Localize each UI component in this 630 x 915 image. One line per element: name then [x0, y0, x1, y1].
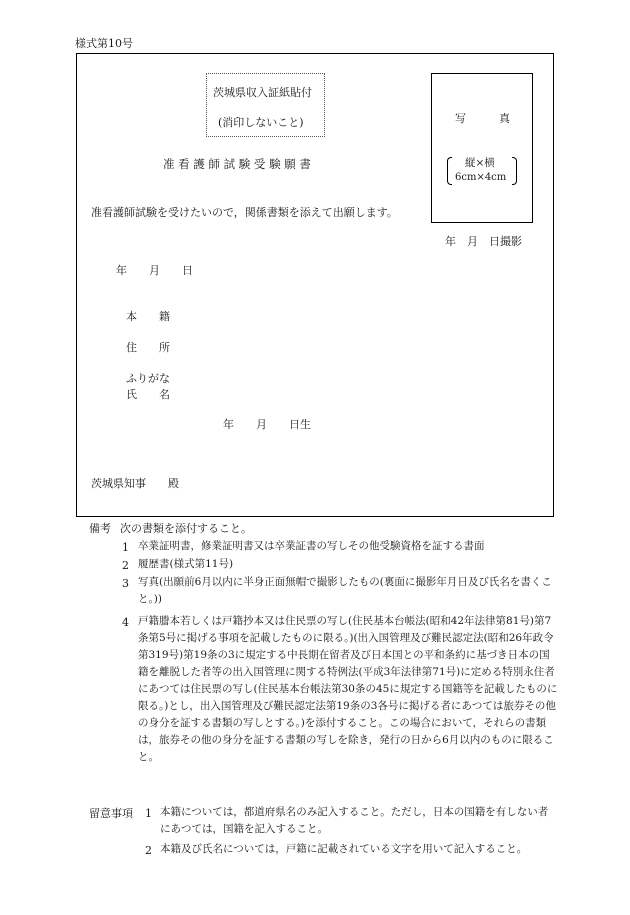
field-birthdate: 年 月 日生 [223, 418, 311, 431]
field-honseki: 本 籍 [126, 310, 170, 323]
photo-date-taken: 年 月 日撮影 [445, 235, 522, 248]
stamp-label: 茨城県収入証紙貼付 [213, 86, 312, 99]
photo-box [431, 73, 533, 223]
declaration-text: 准看護師試験を受けたいので，関係書類を添えて出願します。 [91, 206, 398, 219]
remark-number: 1 [122, 541, 129, 554]
photo-size-line2: 6cm×4cm [455, 172, 507, 183]
size-bracket-right [512, 157, 517, 185]
note-number: 1 [145, 807, 152, 820]
remarks-intro: 次の書類を添付すること。 [120, 522, 252, 535]
photo-size-line1: 縦×横 [465, 157, 495, 169]
field-address: 住 所 [126, 341, 170, 354]
note-item-2: 本籍及び氏名については，戸籍に記載されている文字を用いて記入すること。 [160, 843, 528, 855]
form-number: 様式第10号 [75, 37, 133, 50]
application-date: 年 月 日 [116, 264, 193, 277]
note-item-1: 本籍については，都道府県名のみ記入すること。ただし，日本の国籍を有しない者にあつては，国籍を記入すること。 [160, 806, 549, 835]
remark-item-1: 卒業証明書，修業証明書又は卒業証書の写しその他受験資格を証する書面 [138, 540, 485, 552]
stamp-note: (消印しないこと) [218, 116, 304, 129]
remark-item-2: 履歴書(様式第11号) [138, 558, 234, 570]
form-title: 准 看 護 師 試 験 受 験 願 書 [163, 157, 311, 171]
remark-item-4: 戸籍謄本若しくは戸籍抄本又は住民票の写し(住民基本台帳法(昭和42年法律第81号)第7条第5号に掲げる事項を記載したものに限る。)(出入国管理及び難民認定法(昭和26年政令第319号)第19条の3に規定する中長期在留者及び日本国との平和条約に基づき日本の国籍を離脱した者等の出入国管理に関する特例法(平成3年法律第71号)に定める特別永住者にあつては住民票の写し(住民基本台帳法第30条の45に規定する国籍等を記載したものに限る。)とし，出入国管理及び難民認定法第19条の3各号に掲げる者にあつては旅券その他の身分を証する書類の写しとする。)を添付すること。この場合において，それらの書類は，旅券その他の身分を証する書類の写しを除き，発行の日から6月以内のものに限ること。 [138, 615, 558, 763]
remark-number: 3 [122, 577, 129, 590]
note-number: 2 [145, 844, 152, 857]
remark-number: 4 [122, 616, 129, 629]
size-bracket-left [447, 157, 452, 185]
photo-label: 写 真 [455, 112, 510, 125]
notes-heading: 留意事項 [89, 807, 133, 820]
remarks-heading: 備考 [89, 522, 111, 535]
field-name: 氏 名 [126, 388, 170, 401]
field-furigana: ふりがな [126, 372, 170, 385]
addressee: 茨城県知事 殿 [91, 477, 179, 490]
remark-number: 2 [122, 559, 129, 572]
remark-item-3: 写真(出願前6月以内に半身正面無帽で撮影したもの(裏面に撮影年月日及び氏名を書くこと。)) [138, 576, 552, 605]
